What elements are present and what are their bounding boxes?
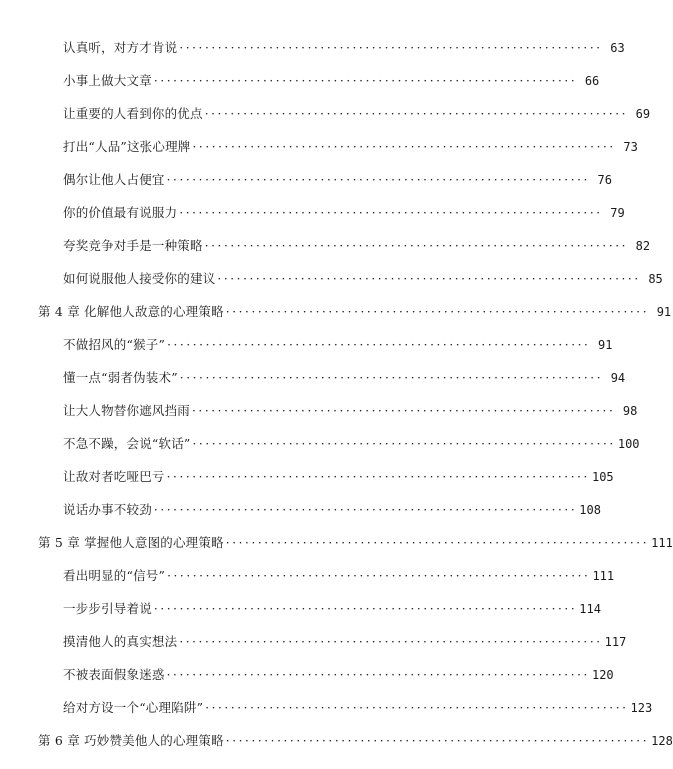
toc-entry[interactable] bbox=[0, 168, 612, 192]
toc-entry[interactable] bbox=[0, 696, 653, 720]
toc-entry-title: 让大人物替你遮风挡雨 bbox=[63, 403, 191, 418]
dot-leader: ·································································· bbox=[225, 734, 650, 748]
dot-leader: ·································································· bbox=[204, 107, 629, 121]
toc-entry-title: 看出明显的“信号” bbox=[63, 568, 166, 583]
dot-leader: ·································································· bbox=[153, 503, 578, 517]
toc-entry-page: 63 bbox=[610, 41, 625, 55]
toc-entry-title: 懂一点“弱者伪装术” bbox=[63, 370, 178, 385]
toc-entry[interactable] bbox=[0, 399, 638, 423]
toc-chapter-entry[interactable] bbox=[0, 531, 673, 555]
dot-leader: ·································································· bbox=[166, 668, 590, 682]
toc-entry[interactable] bbox=[0, 333, 613, 357]
dot-leader: ·································································· bbox=[179, 41, 603, 55]
dot-leader: ·································································· bbox=[179, 371, 604, 385]
toc-entry[interactable] bbox=[0, 267, 663, 291]
toc-entry-title: 不做招风的“猴子” bbox=[63, 337, 166, 352]
toc-entry-page: 94 bbox=[610, 371, 626, 385]
toc-entry-title: 打出“人品”这张心理牌 bbox=[63, 139, 191, 154]
toc-entry-title: 一步步引导着说 bbox=[63, 601, 152, 616]
toc-entry-page: 117 bbox=[604, 635, 627, 649]
toc-entry-page: 108 bbox=[579, 503, 601, 517]
toc-entry-title: 让重要的人看到你的优点 bbox=[63, 106, 203, 121]
toc-entry-title: 你的价值最有说服力 bbox=[63, 205, 178, 220]
toc-entry[interactable] bbox=[0, 135, 638, 159]
toc-entry-title: 如何说服他人接受你的建议 bbox=[63, 271, 216, 286]
toc-entry-page: 82 bbox=[635, 239, 651, 253]
toc-chapter-title: 第 4 章 化解他人敌意的心理策略 bbox=[38, 304, 224, 319]
toc-entry-page: 66 bbox=[584, 74, 600, 88]
toc-entry-title: 不急不躁，会说“软话” bbox=[63, 436, 191, 451]
toc-entry-page: 100 bbox=[617, 437, 640, 451]
toc-entry-title: 夸奖竞争对手是一种策略 bbox=[63, 238, 203, 253]
toc-entry-page: 105 bbox=[591, 470, 614, 484]
toc-entry[interactable] bbox=[0, 366, 626, 390]
toc-entry[interactable] bbox=[0, 630, 627, 654]
toc-entry-page: 69 bbox=[635, 107, 651, 121]
dot-leader: ·································································· bbox=[205, 701, 629, 715]
toc-entry[interactable] bbox=[0, 201, 625, 225]
toc-entry-page: 120 bbox=[591, 668, 614, 682]
dot-leader: ·································································· bbox=[166, 173, 590, 187]
toc-entry[interactable] bbox=[0, 465, 614, 489]
toc-entry[interactable] bbox=[0, 597, 601, 621]
toc-entry[interactable] bbox=[0, 69, 600, 93]
toc-entry-title: 说话办事不较劲 bbox=[63, 502, 152, 517]
toc-entry-page: 91 bbox=[598, 338, 613, 352]
toc-entry-page: 114 bbox=[579, 602, 601, 616]
toc-entry-page: 76 bbox=[597, 173, 612, 187]
dot-leader: ·································································· bbox=[192, 437, 616, 451]
toc-entry[interactable] bbox=[0, 432, 640, 456]
dot-leader: ·································································· bbox=[225, 536, 650, 550]
toc-chapter-entry[interactable] bbox=[0, 729, 673, 753]
toc-chapter-title: 第 6 章 巧妙赞美他人的心理策略 bbox=[38, 733, 224, 748]
toc-entry-title: 让敌对者吃哑巴亏 bbox=[63, 469, 165, 484]
toc-entry-title: 给对方设一个“心理陷阱” bbox=[63, 700, 204, 715]
toc-entry-page: 79 bbox=[610, 206, 625, 220]
dot-leader: ·································································· bbox=[153, 74, 578, 88]
dot-leader: ·································································· bbox=[217, 272, 641, 286]
dot-leader: ·································································· bbox=[166, 470, 590, 484]
toc-entry-page: 111 bbox=[651, 536, 673, 550]
toc-entry-title: 偶尔让他人占便宜 bbox=[63, 172, 165, 187]
toc-entry[interactable] bbox=[0, 498, 601, 522]
toc-entry-page: 128 bbox=[651, 734, 673, 748]
dot-leader: ·································································· bbox=[167, 338, 591, 352]
dot-leader: ·································································· bbox=[153, 602, 578, 616]
toc-entry[interactable] bbox=[0, 36, 625, 60]
toc-entry-title: 认真听，对方才肯说 bbox=[63, 40, 178, 55]
toc-chapter-title: 第 5 章 掌握他人意图的心理策略 bbox=[38, 535, 224, 550]
toc-entry[interactable] bbox=[0, 102, 651, 126]
dot-leader: ·································································· bbox=[192, 140, 616, 154]
toc-entry-page: 73 bbox=[623, 140, 638, 154]
toc-entry-title: 小事上做大文章 bbox=[63, 73, 152, 88]
toc-entry-page: 85 bbox=[648, 272, 663, 286]
toc-chapter-entry[interactable] bbox=[0, 300, 672, 324]
toc-entry-title: 摸清他人的真实想法 bbox=[63, 634, 178, 649]
toc-entry[interactable] bbox=[0, 663, 614, 687]
toc-entry-page: 98 bbox=[622, 404, 638, 418]
toc-entry-page: 91 bbox=[656, 305, 672, 319]
dot-leader: ·································································· bbox=[204, 239, 629, 253]
dot-leader: ·································································· bbox=[179, 206, 603, 220]
dot-leader: ·································································· bbox=[179, 635, 603, 649]
dot-leader: ·································································· bbox=[167, 569, 591, 583]
toc-entry[interactable] bbox=[0, 234, 651, 258]
toc-entry-title: 不被表面假象迷惑 bbox=[63, 667, 165, 682]
dot-leader: ·································································· bbox=[192, 404, 616, 418]
dot-leader: ·································································· bbox=[225, 305, 650, 319]
toc-entry-page: 111 bbox=[592, 569, 615, 583]
toc-entry-page: 123 bbox=[630, 701, 653, 715]
toc-entry[interactable] bbox=[0, 564, 615, 588]
